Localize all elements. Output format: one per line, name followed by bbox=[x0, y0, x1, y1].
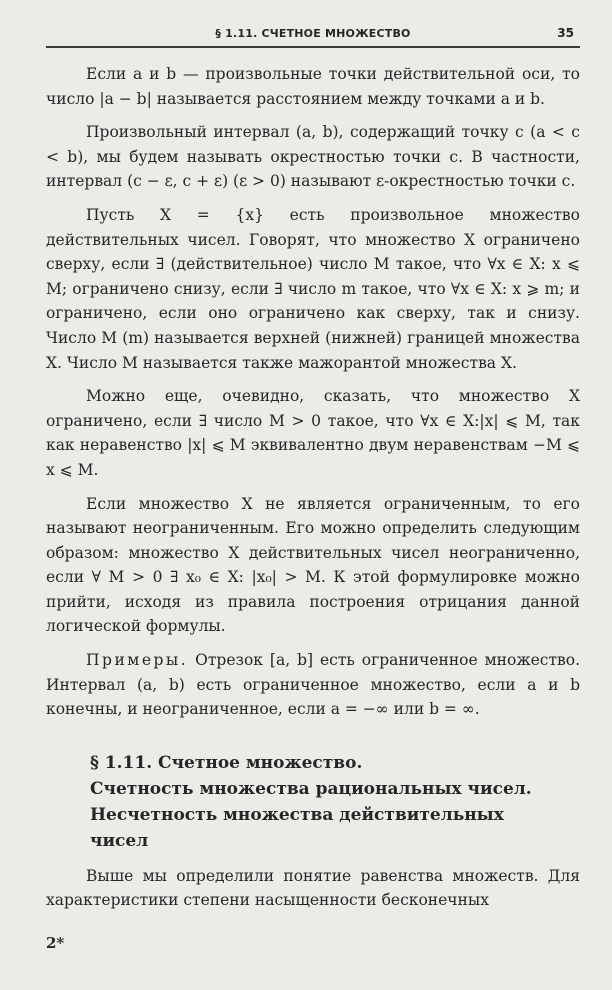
section-heading bbox=[90, 750, 580, 854]
examples-text: Отрезок [a, b] есть ограниченное множество. Интервал (a, b) есть ограниченное множество, если a и b конечны, и неограниченное, если a = −∞ или b = ∞. bbox=[46, 651, 585, 719]
paragraph-bounded-modulus: Можно еще, очевидно, сказать, что множество X ограничено, если ∃ число M > 0 такое, что ∀x ∈ X:|x| ⩽ M, так как неравенство |x| ⩽ M эквивалентно двум неравенствам −M ⩽ x ⩽ M. bbox=[46, 387, 585, 479]
examples-label: Примеры. bbox=[86, 651, 189, 670]
paragraph-examples bbox=[46, 648, 585, 722]
paragraph-distance: Если a и b — произвольные точки действительной оси, то число |a − b| называется расстоянием между точками a и b. bbox=[46, 65, 585, 108]
paragraph-closing: Выше мы определили понятие равенства множеств. Для характеристики степени насыщенности бесконечных bbox=[46, 866, 585, 910]
page-body bbox=[46, 62, 585, 922]
header-title: § 1.11. СЧЕТНОЕ МНОЖЕСТВО bbox=[215, 27, 411, 40]
running-header bbox=[46, 24, 580, 48]
paragraph-unbounded: Если множество X не является ограниченным, то его называют неограниченным. Его можно определить следующим образом: множество X действительных чисел неограниченно, если ∀ M > 0 ∃ x₀ ∈ X: |x₀| > M. К этой формулировке можно прийти, исходя из правила построения отрицания данной логической формулы. bbox=[46, 494, 585, 636]
page-number: 35 bbox=[557, 26, 574, 40]
signature-mark: 2* bbox=[46, 934, 65, 952]
section-heading-line-2: Счетность множества рациональных чисел. bbox=[90, 778, 532, 799]
section-heading-line-4: чисел bbox=[90, 830, 149, 851]
section-heading-line-3: Несчетность множества действительных bbox=[90, 804, 504, 825]
section-heading-line-1: § 1.11. Счетное множество. bbox=[90, 752, 363, 773]
paragraph-bounded-definition: Пусть X = {x} есть произвольное множество действительных чисел. Говорят, что множество X ограничено сверху, если ∃ (действительное) число M такое, что ∀x ∈ X: x ⩽ M; ограничено снизу, если ∃ число m такое, что ∀x ∈ X: x ⩾ m; и ограничено, если оно ограничено как сверху, так и снизу. Число M (m) называется верхней (нижней) границей множества X. Число M называется также мажорантой множества X. bbox=[46, 205, 585, 372]
paragraph-neighborhood: Произвольный интервал (a, b), содержащий точку c (a < c < b), мы будем называть окрестностью точки c. В частности, интервал (c − ε, c + ε) (ε > 0) называют ε-окрестностью точки c. bbox=[46, 123, 585, 191]
